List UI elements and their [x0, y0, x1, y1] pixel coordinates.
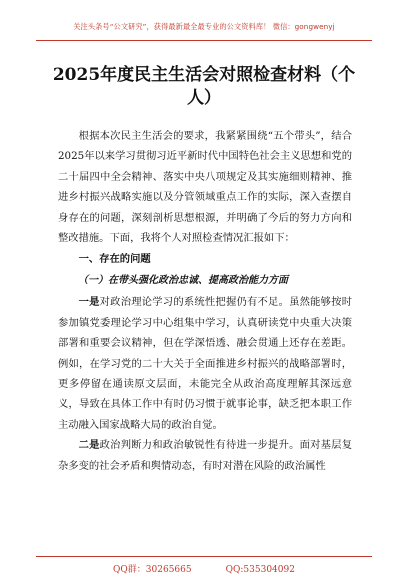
paragraph-2-lead: 二是 — [78, 439, 100, 452]
section-heading: 一、存在的问题 — [78, 253, 151, 266]
header-divider — [36, 40, 372, 41]
document-title: 2025年度民主生活会对照检查材料（个人） — [52, 65, 356, 108]
footer-qq-group: QQ群：30265665 — [113, 565, 192, 575]
intro-paragraph: 根据本次民主生活会的要求，我紧紧围绕“五个带头”，结合2025年以来学习贯彻习近平新时代中国特色社会主义思想和党的二十届四中全会精神、落实中央八项规定及其实施细则精神、推进乡村振兴战略实施以及分管领域重点工作的实际，深入查摆自身存在的问题，深刻剖析思想根源，并明确了今后的努力方向和整改措施。下面，我将个人对照检查情况汇报如下： — [58, 130, 352, 245]
footer — [0, 562, 408, 575]
paragraph-2 — [58, 435, 352, 476]
paragraph-1-lead: 一是 — [78, 296, 100, 309]
footer-divider — [36, 556, 372, 557]
paragraph-2-text: 政治判断力和政治敏锐性有待进一步提升。面对基层复杂多变的社会矛盾和舆情动态，有时对潜在风险的政治属性 — [58, 439, 353, 472]
footer-qq: QQ:535304092 — [225, 565, 295, 575]
subsection-heading: （一）在带头强化政治忠诚、提高政治能力方面 — [78, 275, 288, 287]
paragraph-1 — [58, 292, 352, 435]
header-banner: 关注头条号“公文研究”，获得最新最全最专业的公文资料库！ 微信：gongwenyj — [73, 22, 335, 31]
document-body — [58, 126, 352, 476]
paragraph-1-text: 对政治理论学习的系统性把握仍有不足。虽然能够按时参加镇党委理论学习中心组集中学习，认真研读党中央重大决策部署和重要会议精神，但在学深悟透、融会贯通上还存在差距。例如，在学习党的二十大关于全面推进乡村振兴的战略部署时，更多停留在通读原文层面，未能完全从政治高度理解其深远意义，导致在具体工作中有时仍习惯于就事论事，缺乏把本职工作主动融入国家战略大局的政治自觉。 — [58, 296, 353, 431]
